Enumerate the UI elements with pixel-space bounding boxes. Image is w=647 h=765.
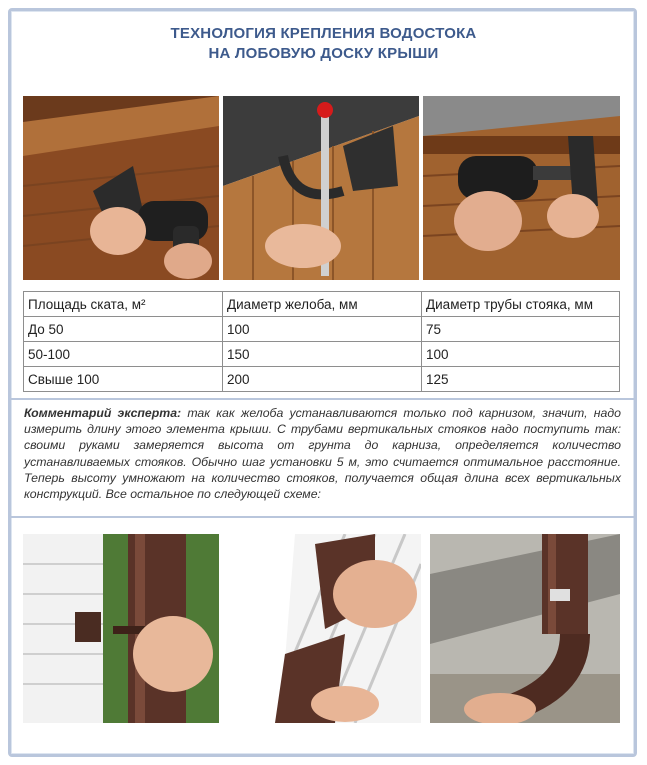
photo-drill-hook	[423, 96, 620, 280]
photo-pole-gutter	[223, 96, 419, 280]
table-cell: 100	[223, 317, 422, 342]
table-header-cell: Диаметр желоба, мм	[223, 292, 422, 317]
title-line-2: НА ЛОБОВУЮ ДОСКУ КРЫШИ	[208, 45, 439, 62]
table-cell: 50-100	[24, 342, 223, 367]
table-row	[24, 342, 620, 367]
photo-pipe-elbow	[430, 534, 620, 723]
photo-pipe-clamp	[23, 534, 219, 723]
table-cell: 125	[422, 367, 620, 392]
table-cell: Свыше 100	[24, 367, 223, 392]
divider	[11, 398, 634, 400]
expert-comment	[24, 405, 621, 502]
expert-comment-label: Комментарий эксперта:	[24, 406, 182, 420]
photo-gutter-outlet	[225, 534, 421, 723]
table-cell: 100	[422, 342, 620, 367]
divider	[11, 516, 634, 518]
table-header-row	[24, 292, 620, 317]
gutter-size-table	[23, 291, 620, 392]
table-row	[24, 317, 620, 342]
table-cell: 200	[223, 367, 422, 392]
table-header-cell: Диаметр трубы стояка, мм	[422, 292, 620, 317]
table-cell: 150	[223, 342, 422, 367]
table-header-cell: Площадь ската, м²	[24, 292, 223, 317]
expert-comment-text: так как желоба устанавливаются только под карнизом, значит, надо измерить длину этого элемента крыши. С трубами вертикальных стояков надо поступить так: своими руками замеряется высота от грунта до карниза, определяется количество устанавливаемых стояков. Обычно шаг установки 5 м, это считается оптимальное расстояние. Теперь высоту умножают на количество стояков, получается общая длина всех вертикальных конструкций. Все остальное по следующей схеме:	[24, 406, 622, 502]
table-row	[24, 367, 620, 392]
title-line-1: ТЕХНОЛОГИЯ КРЕПЛЕНИЯ ВОДОСТОКА	[170, 25, 477, 42]
photo-drill-bracket	[23, 96, 219, 280]
table-cell: До 50	[24, 317, 223, 342]
page-title	[20, 24, 627, 64]
table-cell: 75	[422, 317, 620, 342]
